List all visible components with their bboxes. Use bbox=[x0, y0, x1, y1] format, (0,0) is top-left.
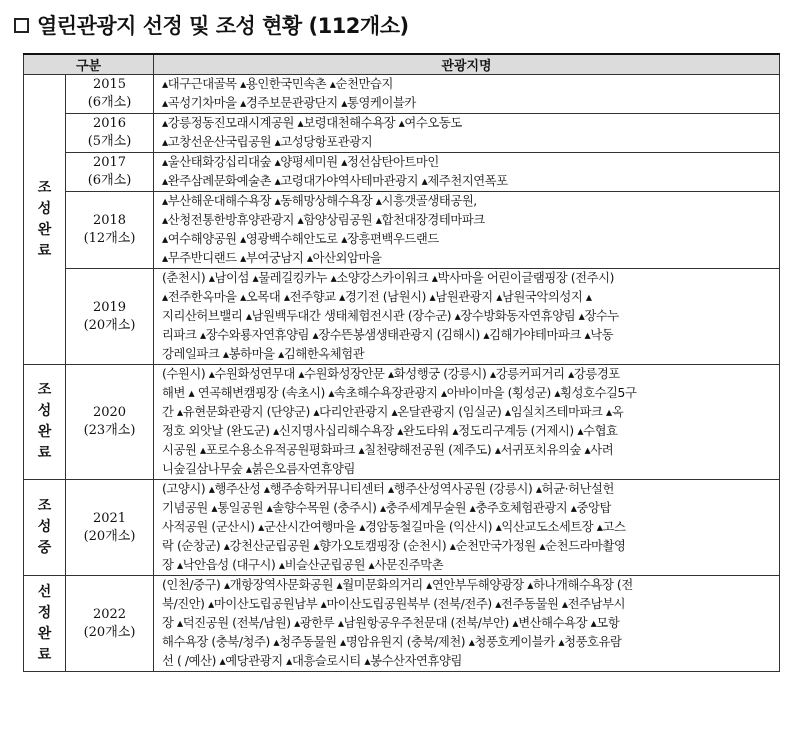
sites-cell bbox=[154, 114, 780, 153]
status-char: 성 bbox=[37, 519, 52, 535]
year-label: 2019 bbox=[92, 299, 127, 315]
year-label: 2015 bbox=[92, 77, 127, 92]
header-category: 구분 bbox=[24, 54, 154, 75]
year-cell bbox=[66, 114, 154, 153]
site-list-line: ▴무주반디랜드 ▴부여궁남지 ▴아산외암마을 bbox=[162, 251, 382, 265]
site-list-line: 해변 ▴ 연곡해변캠핑장 (속초시) ▴속초해수욕장관광지 ▴아바이마을 (횡성군) ▴횡성호수길5구 bbox=[162, 386, 637, 400]
checkbox-square-icon bbox=[14, 18, 29, 33]
site-count: (12개소) bbox=[83, 231, 136, 246]
table-row bbox=[24, 75, 780, 114]
year-cell bbox=[66, 576, 154, 672]
status-char: 조 bbox=[37, 382, 52, 398]
year-label: 2022 bbox=[92, 606, 127, 622]
site-count: (23개소) bbox=[83, 423, 136, 438]
year-label: 2021 bbox=[92, 510, 127, 526]
table-row bbox=[24, 365, 780, 480]
year-label: 2020 bbox=[92, 405, 127, 420]
site-list-line: ▴강릉정동진모래시계공원 ▴보령대천해수욕장 ▴여수오동도 bbox=[162, 116, 462, 130]
sites-cell bbox=[154, 192, 780, 269]
site-list-line: 니숲길삼나무숲 ▴붉은오름자연휴양림 bbox=[162, 462, 355, 476]
sites-cell bbox=[154, 365, 780, 480]
site-list-line: (수원시) ▴수원화성연무대 ▴수원화성장안문 ▴화성행궁 (강릉시) ▴강릉커피거리 ▴강릉경포 bbox=[162, 367, 620, 381]
table-row bbox=[24, 576, 780, 672]
status-cell bbox=[24, 480, 66, 576]
site-list-line: 해수욕장 (충북/청주) ▴청주동물원 ▴명암유원지 (충북/제천) ▴청풍호케이블카 ▴청풍호유람 bbox=[162, 635, 622, 649]
year-label: 2018 bbox=[92, 213, 127, 228]
site-list-line: 강레일파크 ▴봉하마을 ▴김해한옥체험관 bbox=[162, 347, 365, 361]
table-header-row bbox=[24, 54, 780, 75]
year-cell bbox=[66, 192, 154, 269]
site-list-line: ▴고창선운산국립공원 ▴고성당항포관광지 bbox=[162, 135, 373, 149]
year-label: 2017 bbox=[92, 155, 127, 170]
table-row bbox=[24, 269, 780, 365]
status-char: 성 bbox=[37, 403, 52, 419]
site-count: (6개소) bbox=[87, 173, 132, 188]
status-char: 중 bbox=[37, 540, 52, 556]
site-list-line: 북/진안) ▴마이산도립공원남부 ▴마이산도립공원북부 (전북/전주) ▴전주동물원 ▴전주남부시 bbox=[162, 597, 626, 611]
status-char: 완 bbox=[37, 424, 52, 440]
site-list-line: (인천/중구) ▴개항장역사문화공원 ▴월미문화의거리 ▴연안부두해양광장 ▴하나개해수욕장 (전 bbox=[162, 578, 633, 592]
site-list-line: 간 ▴유현문화관광지 (단양군) ▴다리안관광지 ▴온달관광지 (임실군) ▴임실치즈테마파크 ▴옥 bbox=[162, 405, 624, 419]
site-list-line: 선 ( /예산) ▴예당관광지 ▴대흥슬로시티 ▴봉수산자연휴양림 bbox=[162, 654, 462, 668]
table-row bbox=[24, 480, 780, 576]
status-char: 정 bbox=[37, 604, 52, 621]
status-char: 료 bbox=[37, 646, 52, 663]
status-cell bbox=[24, 365, 66, 480]
site-count: (20개소) bbox=[83, 317, 136, 333]
table-row bbox=[24, 192, 780, 269]
site-list-line: (고양시) ▴행주산성 ▴행주송학커뮤니티센터 ▴행주산성역사공원 (강릉시) ▴허균·허난설헌 bbox=[162, 482, 615, 496]
year-cell bbox=[66, 480, 154, 576]
site-list-line: ▴완주삼례문화예술촌 ▴고령대가야역사테마관광지 ▴제주천지연폭포 bbox=[162, 174, 508, 188]
tourist-site-table bbox=[23, 53, 780, 672]
status-cell bbox=[24, 576, 66, 672]
year-cell bbox=[66, 153, 154, 192]
page-title-text: 열린관광지 선정 및 조성 현황 (112개소) bbox=[37, 14, 409, 38]
year-cell bbox=[66, 75, 154, 114]
status-char: 성 bbox=[37, 200, 52, 217]
site-list-line: 리파크 ▴장수와룡자연휴양림 ▴장수뜬봉샘생태관광지 (김해시) ▴김해가야테마파크 ▴낙동 bbox=[162, 328, 614, 342]
table-row bbox=[24, 114, 780, 153]
site-list-line: 지리산허브밸리 ▴남원백두대간 생태체험전시관 (장수군) ▴장수방화동자연휴양림 ▴장수누 bbox=[162, 309, 619, 323]
status-cell bbox=[24, 75, 66, 365]
site-list-line: ▴곡성기차마을 ▴경주보문관광단지 ▴통영케이블카 bbox=[162, 96, 416, 110]
site-count: (5개소) bbox=[87, 134, 132, 149]
sites-cell bbox=[154, 269, 780, 365]
sites-cell bbox=[154, 153, 780, 192]
year-label: 2016 bbox=[92, 116, 127, 131]
site-list-line: 정호 외앗날 (완도군) ▴신지명사십리해수욕장 ▴완도타워 ▴정도리구계등 (거제시) ▴수협효 bbox=[162, 424, 618, 438]
status-char: 료 bbox=[37, 445, 52, 461]
site-list-line: ▴대구근대골목 ▴용인한국민속촌 ▴순천만습지 bbox=[162, 77, 393, 91]
sites-cell bbox=[154, 75, 780, 114]
table-row bbox=[24, 153, 780, 192]
sites-cell bbox=[154, 480, 780, 576]
status-char: 조 bbox=[37, 498, 52, 514]
status-char: 선 bbox=[37, 583, 52, 600]
site-list-line: (춘천시) ▴남이섬 ▴물레길킹카누 ▴소양강스카이워크 ▴박사마을 어린이글램핑장 (전주시) bbox=[162, 271, 615, 285]
site-list-line: 기념공원 ▴통일공원 ▴솔향수목원 (충주시) ▴충주세계무술원 ▴충주호체험관광지 ▴중앙탑 bbox=[162, 501, 611, 515]
site-list-line: ▴울산태화강십리대숲 ▴양평세미원 ▴정선삼탄아트마인 bbox=[162, 155, 439, 169]
status-char: 완 bbox=[37, 625, 52, 642]
status-char: 료 bbox=[37, 242, 52, 259]
site-list-line: 장 ▴낙안읍성 (대구시) ▴비슬산군립공원 ▴사문진주막촌 bbox=[162, 558, 444, 572]
site-list-line: 락 (순창군) ▴강천산군립공원 ▴향가오토캠핑장 (순천시) ▴순천만국가정원 ▴순천드라마촬영 bbox=[162, 539, 626, 553]
site-count: (20개소) bbox=[83, 624, 136, 640]
header-sites: 관광지명 bbox=[154, 54, 780, 75]
status-char: 조 bbox=[37, 179, 52, 196]
site-count: (6개소) bbox=[87, 95, 132, 110]
site-list-line: ▴산청전통한방휴양관광지 ▴함양상림공원 ▴합천대장경테마파크 bbox=[162, 213, 485, 227]
site-list-line: ▴여수해양공원 ▴영광백수해안도로 ▴장흥편백우드랜드 bbox=[162, 232, 439, 246]
site-list-line: ▴전주한옥마을 ▴오목대 ▴전주향교 ▴경기전 (남원시) ▴남원관광지 ▴남원국악의성지 ▴ bbox=[162, 290, 592, 304]
site-list-line: 시공원 ▴포로수용소유적공원평화파크 ▴칠천량해전공원 (제주도) ▴서귀포치유의숲 ▴사려 bbox=[162, 443, 614, 457]
year-cell bbox=[66, 269, 154, 365]
page-title bbox=[14, 8, 409, 42]
site-list-line: 장 ▴덕진공원 (전북/남원) ▴광한루 ▴남원항공우주천문대 (전북/부안) ▴변산해수욕장 ▴모항 bbox=[162, 616, 620, 630]
sites-cell bbox=[154, 576, 780, 672]
site-list-line: ▴부산해운대해수욕장 ▴동해망상해수욕장 ▴시흥갯골생태공원, bbox=[162, 194, 477, 208]
site-list-line: 사적공원 (군산시) ▴군산시간여행마을 ▴경암동철길마을 (익산시) ▴익산교도소세트장 ▴고스 bbox=[162, 520, 626, 534]
year-cell bbox=[66, 365, 154, 480]
site-count: (20개소) bbox=[83, 528, 136, 544]
status-char: 완 bbox=[37, 221, 52, 238]
